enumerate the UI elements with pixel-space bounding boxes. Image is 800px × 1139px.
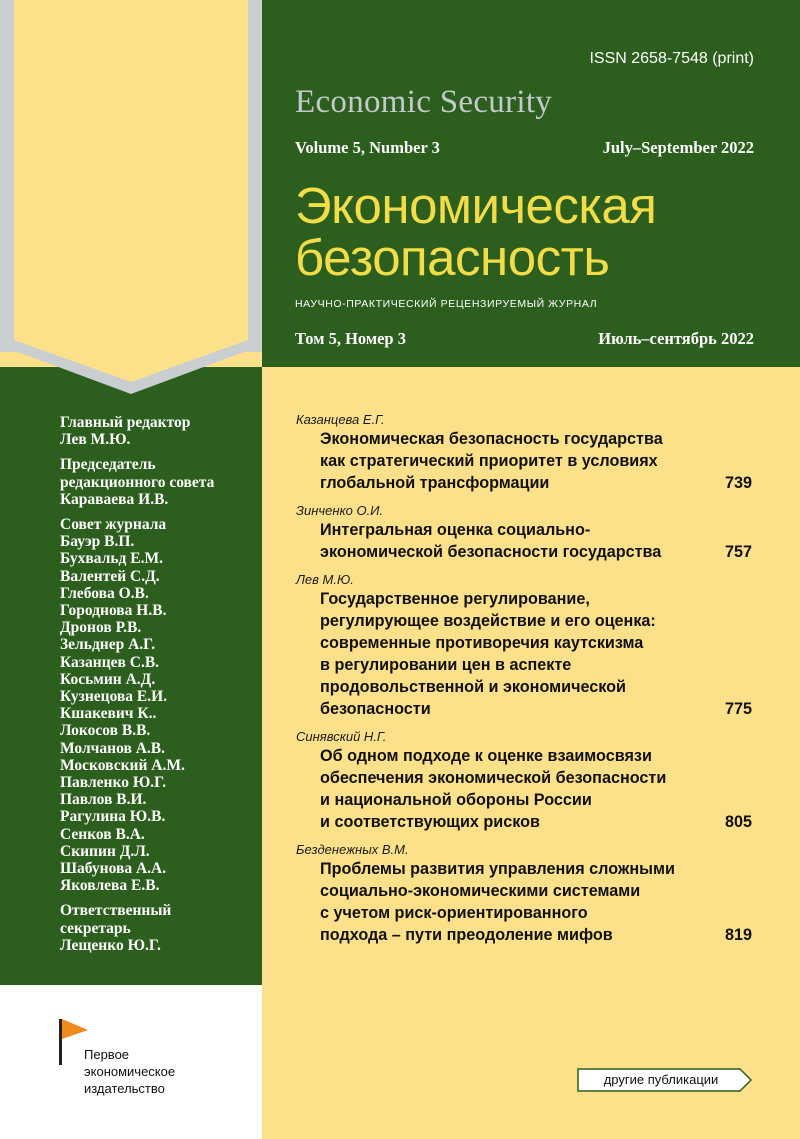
board-member: Городнова Н.В.: [60, 602, 167, 620]
article-title-line: экономической безопасности государства: [320, 543, 662, 561]
article-title-line: Интегральная оценка социально-: [320, 521, 591, 539]
article-page-number: 775: [724, 700, 752, 718]
board-member: Яковлева Е.В.: [60, 877, 160, 895]
article-title[interactable]: [320, 745, 758, 833]
board-member: Бауэр В.П.: [60, 533, 135, 551]
article-author: Безденежных В.М.: [296, 842, 409, 857]
article-title-line: в регулировании цен в аспекте: [320, 656, 572, 674]
board-member: Рагулина Ю.В.: [60, 808, 166, 826]
board-member: Кшакевич К..: [60, 705, 157, 723]
issn: ISSN 2658-7548 (print): [589, 50, 754, 67]
article-page-number: 757: [724, 543, 752, 561]
issue-date-ru: Июль–сентябрь 2022: [598, 329, 754, 348]
board-member: Дронов Р.В.: [60, 619, 142, 637]
volume-number-ru: Том 5, Номер 3: [295, 329, 406, 348]
board-member: Зельднер А.Г.: [60, 636, 156, 654]
article-author: Зинченко О.И.: [296, 503, 384, 518]
article-title-line: глобальной трансформации: [320, 474, 550, 492]
journal-title-ru-line: безопасность: [295, 229, 610, 286]
board-member: Лев М.Ю.: [60, 431, 131, 449]
article-title[interactable]: [320, 519, 758, 563]
toc-entry[interactable]: [296, 503, 758, 563]
article-title-line: регулирующее воздействие и его оценка:: [320, 612, 656, 630]
publisher-name-line: издательство: [84, 1081, 165, 1096]
article-title-line: с учетом риск-ориентированного: [320, 904, 588, 922]
article-title-line: и национальной обороны России: [320, 791, 592, 809]
board-member: Лещенко Ю.Г.: [60, 936, 161, 954]
board-member: Павленко Ю.Г.: [60, 774, 167, 792]
board-member: Кузнецова Е.И.: [60, 688, 168, 706]
article-author: Казанцева Е.Г.: [296, 412, 385, 427]
article-title-line: как стратегический приоритет в условиях: [320, 452, 658, 470]
board-member: Локосов В.В.: [60, 722, 151, 740]
article-title[interactable]: [320, 858, 758, 946]
board-member: Московский А.М.: [60, 756, 185, 774]
board-member: Глебова О.В.: [60, 584, 149, 602]
article-title[interactable]: [320, 428, 758, 494]
article-page-number: 819: [724, 926, 752, 944]
article-title-line: и соответствующих рисков: [320, 813, 540, 831]
journal-title-ru: [295, 177, 657, 286]
toc-entry[interactable]: [296, 412, 758, 494]
board-member: Шабунова А.А.: [60, 860, 167, 878]
board-member: секретарь: [60, 919, 131, 937]
board-group: [60, 414, 260, 448]
toc-entry[interactable]: [296, 572, 758, 720]
article-title-line: обеспечения экономической безопасности: [320, 769, 667, 787]
toc-entry[interactable]: [296, 842, 758, 946]
board-member: Бухвальд Е.М.: [60, 550, 163, 568]
article-title-line: Проблемы развития управления сложными: [320, 860, 675, 878]
issue-date-en: July–September 2022: [602, 138, 754, 157]
publisher-name-line: Первое: [84, 1047, 130, 1062]
article-page-number: 739: [724, 474, 752, 492]
article-page-number: 805: [724, 813, 752, 831]
board-member: Казанцев С.В.: [60, 653, 160, 671]
toc-entry[interactable]: [296, 729, 758, 833]
other-publications-label: другие публикации: [603, 1072, 719, 1087]
article-title-line: социально-экономическими системами: [320, 882, 641, 900]
article-title-line: подхода – пути преодоление мифов: [320, 926, 613, 944]
board-group: [60, 902, 260, 954]
volume-number-en: Volume 5, Number 3: [295, 138, 440, 157]
article-author: Синявский Н.Г.: [296, 729, 387, 744]
board-member: Павлов В.И.: [60, 791, 147, 809]
board-member: редакционного совета: [60, 473, 215, 491]
board-heading: Председатель: [60, 456, 156, 474]
board-member: Молчанов А.В.: [60, 739, 165, 757]
editorial-board: [60, 414, 260, 962]
publisher-name: [84, 1046, 175, 1097]
board-member: Косьмин А.Д.: [60, 670, 156, 688]
article-title-line: Экономическая безопасность государства: [320, 430, 663, 448]
article-title[interactable]: [320, 588, 758, 720]
board-member: Караваева И.В.: [60, 490, 169, 508]
board-group: [60, 456, 260, 508]
bookmark-ribbon-icon: [0, 0, 262, 400]
board-member: Сенков В.А.: [60, 825, 145, 843]
journal-subtitle: НАУЧНО-ПРАКТИЧЕСКИЙ РЕЦЕНЗИРУЕМЫЙ ЖУРНАЛ: [295, 298, 598, 310]
board-member: Валентей С.Д.: [60, 567, 160, 585]
journal-title-ru-line: Экономическая: [295, 177, 657, 234]
table-of-contents: [296, 412, 758, 955]
board-heading: Главный редактор: [60, 414, 191, 431]
board-group: [60, 516, 260, 894]
board-heading: Ответственный: [60, 902, 172, 920]
article-title-line: современные противоречия каутскизма: [320, 634, 644, 652]
article-title-line: безопасности: [320, 700, 431, 718]
article-author: Лев М.Ю.: [296, 572, 354, 587]
board-heading: Совет журнала: [60, 516, 167, 534]
journal-title-en: Economic Security: [295, 84, 553, 120]
other-publications-button[interactable]: [577, 1068, 753, 1092]
board-member: Скипин Д.Л.: [60, 842, 150, 860]
article-title-line: продовольственной и экономической: [320, 678, 626, 696]
publisher-name-line: экономическое: [84, 1064, 176, 1079]
article-title-line: Об одном подходе к оценке взаимосвязи: [320, 747, 652, 765]
article-title-line: Государственное регулирование,: [320, 590, 590, 608]
